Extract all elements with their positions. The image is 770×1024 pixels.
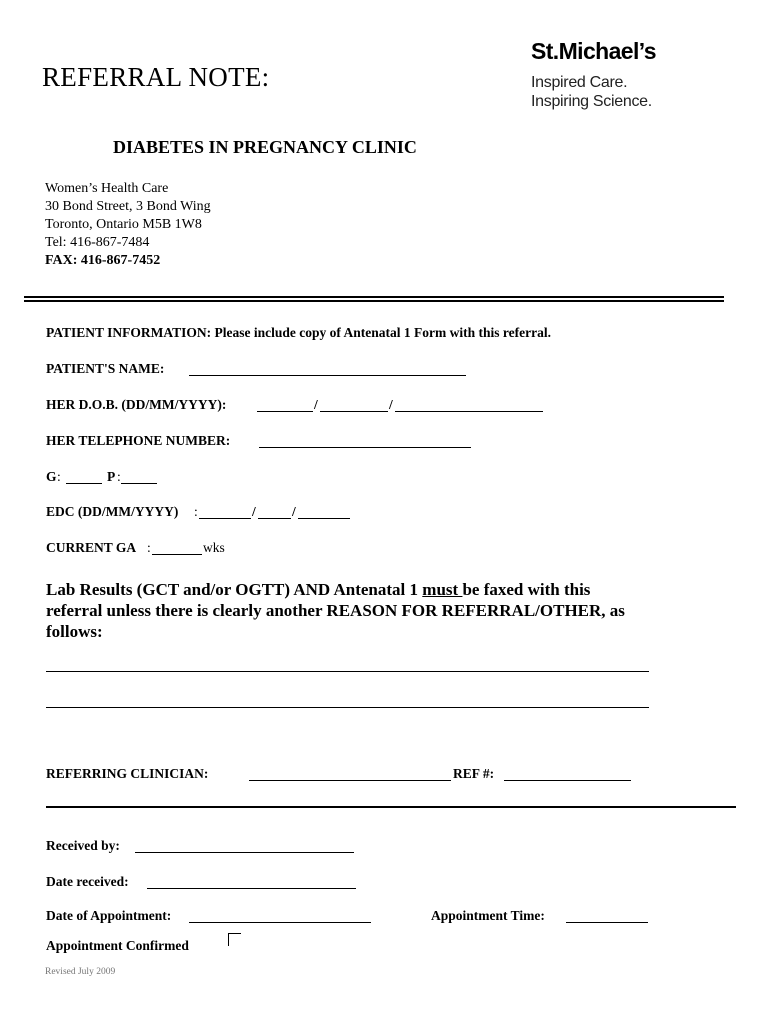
appointment-time-field[interactable]	[566, 922, 648, 923]
notice-emphasis: must	[422, 580, 463, 599]
colon: :	[57, 469, 61, 484]
colon: :	[117, 469, 121, 484]
notice-text: referral unless there is clearly another REASON FOR REFERRAL/OTHER, as	[46, 601, 625, 620]
current-ga-label: CURRENT GA	[46, 540, 137, 555]
logo-tagline-2: Inspiring Science.	[531, 93, 652, 110]
gravida-field[interactable]	[66, 483, 102, 484]
edc-month-field[interactable]	[258, 518, 291, 519]
phone-field[interactable]	[259, 447, 471, 448]
date-received-label: Date received:	[46, 874, 129, 889]
edc-label: EDC (DD/MM/YYYY)	[46, 504, 179, 519]
edc-year-field[interactable]	[298, 518, 350, 519]
gravida-label: G	[46, 469, 57, 484]
dob-label: HER D.O.B. (DD/MM/YYYY):	[46, 397, 227, 412]
edc-day-field[interactable]	[199, 518, 251, 519]
address-line: 30 Bond Street, 3 Bond Wing	[45, 199, 211, 214]
address-line: Toronto, Ontario M5B 1W8	[45, 217, 202, 232]
colon: :	[147, 540, 151, 555]
received-by-field[interactable]	[135, 852, 354, 853]
reason-line-1[interactable]	[46, 671, 649, 672]
date-received-field[interactable]	[147, 888, 356, 889]
current-ga-field[interactable]	[152, 554, 202, 555]
date-separator: /	[292, 504, 296, 519]
notice-text: follows:	[46, 622, 103, 641]
divider-rule	[24, 300, 724, 302]
lab-results-notice	[46, 579, 590, 600]
colon: :	[194, 504, 198, 519]
page-title: REFERRAL NOTE:	[42, 62, 270, 92]
received-by-label: Received by:	[46, 838, 120, 853]
notice-text: Lab Results (GCT and/or OGTT) AND Antenatal 1	[46, 580, 423, 599]
fax-number: FAX: 416-867-7452	[45, 253, 161, 268]
appointment-confirmed-label: Appointment Confirmed	[46, 938, 189, 953]
patient-info-heading: PATIENT INFORMATION: Please include copy of Antenatal 1 Form with this referral.	[46, 325, 551, 340]
reason-line-2[interactable]	[46, 707, 649, 708]
date-separator: /	[389, 397, 393, 412]
patient-name-field[interactable]	[189, 375, 466, 376]
date-separator: /	[252, 504, 256, 519]
logo-tagline-1: Inspired Care.	[531, 74, 628, 91]
phone-label: HER TELEPHONE NUMBER:	[46, 433, 231, 448]
date-separator: /	[314, 397, 318, 412]
referring-clinician-label: REFERRING CLINICIAN:	[46, 766, 209, 781]
referring-clinician-field[interactable]	[249, 780, 451, 781]
ref-number-field[interactable]	[504, 780, 631, 781]
divider-rule	[24, 296, 724, 298]
appointment-time-label: Appointment Time:	[431, 908, 545, 923]
address-line: Tel: 416-867-7484	[45, 235, 150, 250]
hospital-logo-name: St.Michael’s	[531, 38, 656, 64]
para-label: P	[107, 469, 116, 484]
notice-text: be faxed with this	[462, 580, 591, 599]
ga-unit: wks	[203, 540, 225, 555]
clinic-name: DIABETES IN PREGNANCY CLINIC	[113, 137, 417, 157]
para-field[interactable]	[121, 483, 157, 484]
dob-year-field[interactable]	[395, 411, 543, 412]
appointment-date-label: Date of Appointment:	[46, 908, 172, 923]
dob-day-field[interactable]	[257, 411, 313, 412]
revision-note: Revised July 2009	[45, 967, 116, 977]
appointment-date-field[interactable]	[189, 922, 371, 923]
patient-name-label: PATIENT'S NAME:	[46, 361, 165, 376]
appointment-confirmed-checkbox[interactable]	[228, 933, 241, 946]
ref-number-label: REF #:	[453, 766, 495, 781]
address-line: Women’s Health Care	[45, 181, 169, 196]
divider-rule	[46, 806, 736, 808]
dob-month-field[interactable]	[320, 411, 388, 412]
